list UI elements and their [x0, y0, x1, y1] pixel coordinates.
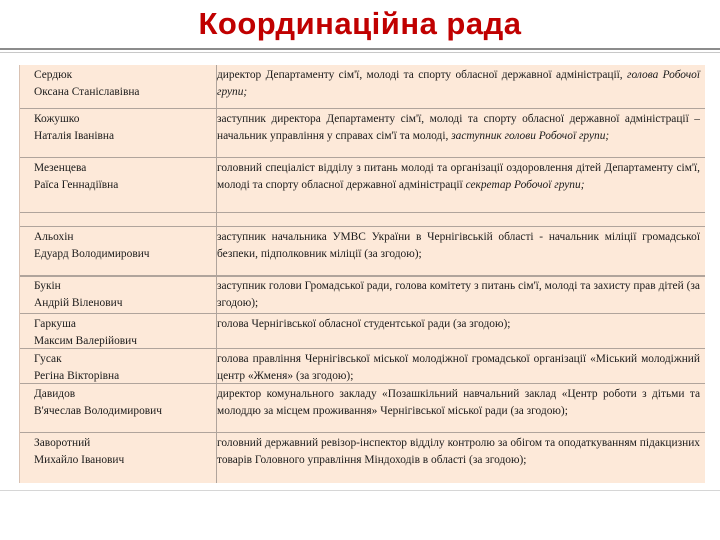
member-name — [34, 316, 214, 349]
member-surname: Гусак — [34, 353, 62, 365]
member-surname: Букін — [34, 280, 61, 292]
member-role — [217, 278, 700, 311]
title-divider-thin — [0, 52, 720, 53]
member-given-names: Оксана Станіславівна — [34, 85, 140, 98]
member-name — [34, 160, 214, 193]
member-name — [34, 67, 214, 100]
member-name — [34, 278, 214, 311]
member-role-text: головний спеціаліст відділу з питань молоді та організації оздоровлення дітей Департаменту сім'ї, молоді та спорту обласної державної адміністрації — [217, 162, 700, 191]
member-given-names: Раїса Геннадіївна — [34, 178, 119, 191]
table-row — [20, 65, 705, 109]
member-surname: Кожушко — [34, 113, 80, 125]
member-role-text: директор комунального закладу «Позашкільний навчальний заклад «Центр роботи з дітьми та молоддю за місцем проживання» Чернігівської міської ради (за згодою); — [217, 388, 700, 417]
member-role-text: голова Чернігівської обласної студентської ради (за згодою); — [217, 318, 511, 330]
member-name — [34, 111, 214, 144]
member-surname: Мезенцева — [34, 162, 87, 174]
member-given-names: Максим Валерійович — [34, 334, 137, 347]
member-role — [217, 435, 700, 468]
member-role-text: голова правління Чернігівської міської молодіжної громадської організації «Міський молодіжний центр «Жменя» (за згодою); — [217, 353, 700, 382]
slide-header — [0, 0, 720, 52]
member-given-names: Наталія Іванівна — [34, 129, 115, 142]
member-role-text: директор Департаменту сім'ї, молоді та спорту обласної державної адміністрації, — [217, 69, 623, 81]
table-row — [20, 349, 705, 384]
member-given-names: Регіна Вікторівна — [34, 369, 120, 382]
member-given-names: Едуард Володимирович — [34, 247, 150, 260]
table-row — [20, 158, 705, 213]
member-role-position: заступник голови Робочої групи; — [451, 129, 610, 142]
bottom-divider — [0, 490, 720, 491]
member-given-names: Михайло Іванович — [34, 453, 125, 466]
member-surname: Заворотний — [34, 437, 91, 449]
title-divider — [0, 48, 720, 50]
member-surname: Сердюк — [34, 69, 73, 81]
member-role — [217, 229, 700, 262]
table-spacer-row — [20, 213, 705, 227]
table-row — [20, 227, 705, 276]
member-surname: Гаркуша — [34, 318, 76, 330]
member-role — [217, 386, 700, 419]
table-row — [20, 433, 705, 483]
member-given-names: Андрій Віленович — [34, 296, 123, 309]
table-row — [20, 384, 705, 433]
member-role — [217, 316, 700, 333]
member-role-position: голова Робочої групи; — [217, 69, 700, 98]
member-role-text: заступник голови Громадської ради, голова комітету з питань сім'ї, молоді та захисту прав дітей (за згодою); — [217, 280, 700, 309]
member-role-text: головний державний ревізор-інспектор відділу контролю за обігом та оподаткуванням підакцизних товарів Головного управління Міндоходів в області (за згодою); — [217, 437, 700, 466]
table-row — [20, 109, 705, 158]
member-role-text: заступник начальника УМВС України в Чернігівській області - начальник міліції громадської безпеки, підполковник міліції (за згодою); — [217, 231, 700, 260]
member-role — [217, 160, 700, 193]
member-role — [217, 351, 700, 384]
member-surname: Давидов — [34, 388, 76, 400]
member-given-names: В'ячеслав Володимирович — [34, 404, 162, 417]
table-row — [20, 276, 705, 314]
member-role-position: секретар Робочої групи; — [465, 178, 585, 191]
member-surname: Альохін — [34, 231, 74, 243]
member-role-text: заступник директора Департаменту сім'ї, молоді та спорту обласної державної адміністрації – начальник управління у справах сім'ї та молоді, — [217, 113, 700, 142]
page-title: Координаційна рада — [198, 6, 522, 41]
table-row — [20, 314, 705, 349]
council-table — [19, 65, 705, 483]
member-name — [34, 386, 214, 419]
member-role — [217, 67, 700, 100]
member-name — [34, 435, 214, 468]
member-role — [217, 111, 700, 144]
member-name — [34, 229, 214, 262]
member-name — [34, 351, 214, 384]
